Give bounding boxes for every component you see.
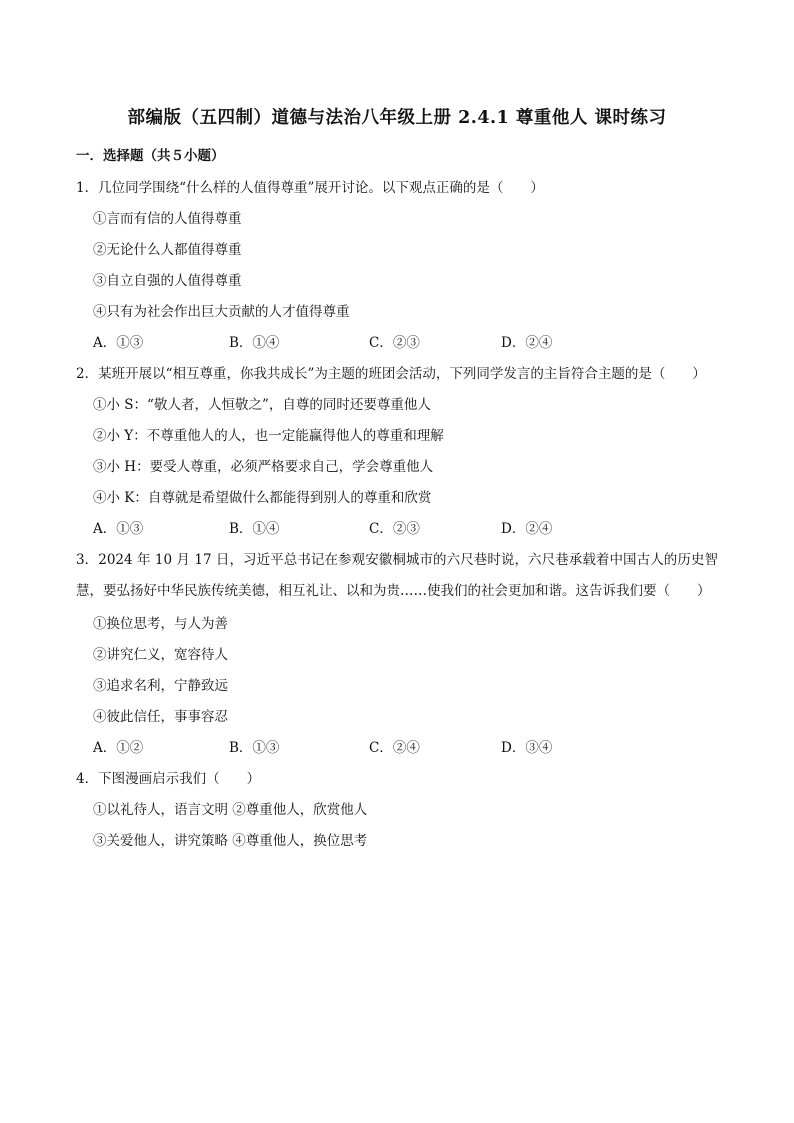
section-heading: 一．选择题（共５小题） — [76, 148, 225, 164]
choice-c[interactable]: C．②③ — [369, 521, 420, 537]
choice-a[interactable]: A．①③ — [93, 521, 144, 537]
choice-a[interactable]: A．①③ — [93, 335, 144, 351]
question-1-choices — [93, 331, 653, 351]
question-3-stem-line-2: 慧，要弘扬好中华民族传统美德，相互礼让、以和为贵……使我们的社会更加和谐。这告诉我们要（ ） — [76, 583, 711, 599]
question-1-option-4: ④只有为社会作出巨大贡献的人才值得尊重 — [93, 304, 350, 320]
choice-b[interactable]: B．①④ — [229, 521, 280, 537]
choice-d[interactable]: D．②④ — [501, 335, 553, 351]
choice-b[interactable]: B．①③ — [229, 740, 280, 756]
question-1-stem: 1．几位同学围绕“什么样的人值得尊重”展开讨论。以下观点正确的是（ ） — [76, 180, 544, 196]
question-2-option-3: ③小 H：要受人尊重，必须严格要求自己，学会尊重他人 — [93, 459, 434, 475]
choice-d[interactable]: D．②④ — [501, 521, 553, 537]
question-2-choices — [93, 517, 653, 537]
question-3-option-2: ②讲究仁义，宽容待人 — [93, 647, 228, 663]
question-3-stem-line-1: 3．2024 年 10 月 17 日，习近平总书记在参观安徽桐城市的六尺巷时说，六尺巷承载着中国古人的历史智 — [76, 552, 718, 568]
question-2-option-2: ②小 Y：不尊重他人的人，也一定能赢得他人的尊重和理解 — [93, 428, 444, 444]
choice-c[interactable]: C．②④ — [369, 740, 420, 756]
question-4-option-row-1: ①以礼待人，语言文明 ②尊重他人，欣赏他人 — [93, 802, 368, 818]
choice-b[interactable]: B．①④ — [229, 335, 280, 351]
question-2-option-1: ①小 S：“敬人者，人恒敬之”，自尊的同时还要尊重他人 — [93, 397, 431, 413]
choice-d[interactable]: D．③④ — [501, 740, 553, 756]
question-1-option-1: ①言而有信的人值得尊重 — [93, 211, 242, 227]
question-1-option-2: ②无论什么人都值得尊重 — [93, 242, 242, 258]
question-4-option-row-2: ③关爱他人，讲究策略 ④尊重他人，换位思考 — [93, 833, 368, 849]
question-3-option-3: ③追求名利，宁静致远 — [93, 678, 228, 694]
question-2-option-4: ④小 K：自尊就是希望做什么都能得到别人的尊重和欣赏 — [93, 490, 432, 506]
question-2-stem: 2．某班开展以“相互尊重，你我共成长”为主题的班团会活动，下列同学发言的主旨符合主题的是（ ） — [76, 366, 706, 382]
page-title: 部编版（五四制）道德与法治八年级上册 2.4.1 尊重他人 课时练习 — [127, 108, 667, 128]
question-3-option-4: ④彼此信任，事事容忍 — [93, 709, 228, 725]
question-3-option-1: ①换位思考，与人为善 — [93, 616, 228, 632]
question-3-choices — [93, 736, 653, 756]
choice-a[interactable]: A．①② — [93, 740, 144, 756]
choice-c[interactable]: C．②③ — [369, 335, 420, 351]
question-4-stem: 4．下图漫画启示我们（ ） — [76, 771, 261, 787]
question-1-option-3: ③自立自强的人值得尊重 — [93, 273, 242, 289]
